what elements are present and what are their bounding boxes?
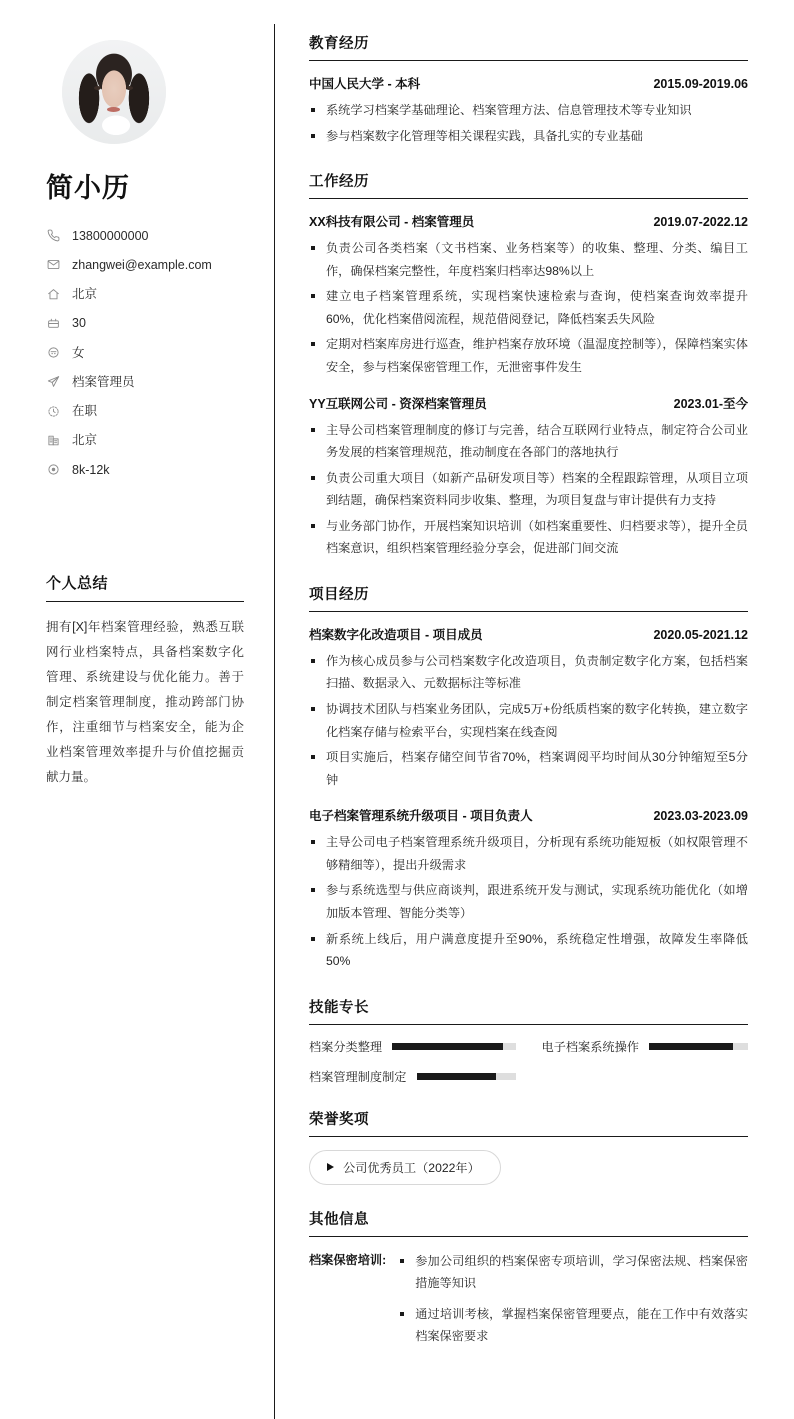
- other-info-bullets: [398, 1250, 748, 1348]
- skill-progress-fill: [392, 1043, 503, 1050]
- avatar-eye-left: [94, 86, 101, 90]
- sidebar: [0, 24, 275, 1419]
- entry-title: 档案数字化改造项目 - 项目成员: [309, 627, 483, 642]
- section-education: [309, 32, 748, 147]
- entry-bullets: [309, 650, 748, 791]
- clock-icon: [46, 404, 61, 419]
- entry-bullets: [309, 419, 748, 560]
- entry-date: 2020.05-2021.12: [653, 627, 748, 642]
- entry-bullets: [309, 831, 748, 972]
- contact-value-location: 北京: [72, 287, 98, 301]
- section-projects: [309, 583, 748, 973]
- section-title-education: 教育经历: [309, 32, 748, 61]
- entry-title: YY互联网公司 - 资深档案管理员: [309, 396, 487, 411]
- chevron-right-icon: [327, 1163, 334, 1171]
- section-title-honors: 荣誉奖项: [309, 1108, 748, 1137]
- contact-value-email: zhangwei@example.com: [72, 257, 212, 272]
- entry-bullets: [309, 237, 748, 378]
- skill-label: 档案分类整理: [309, 1039, 383, 1054]
- contact-item-status: [46, 397, 244, 426]
- bullet-item: 与业务部门协作，开展档案知识培训（如档案重要性、归档要求等），提升全员档案意识，组织档案管理经验分享会，促进部门间交流: [309, 515, 748, 560]
- contact-value-position: 档案管理员: [72, 374, 135, 389]
- contact-item-salary: [46, 455, 244, 484]
- section-honors: [309, 1108, 748, 1185]
- entry-date: 2019.07-2022.12: [653, 215, 748, 230]
- avatar-image: [62, 40, 166, 144]
- entry-header: [309, 74, 748, 92]
- entry-title: 中国人民大学 - 本科: [309, 77, 421, 91]
- entry-header: [309, 806, 748, 824]
- candidate-name: 简小历: [46, 173, 130, 203]
- section-title-work: 工作经历: [309, 170, 748, 199]
- skill-progress-bar: [392, 1043, 515, 1050]
- contact-value-phone: 13800000000: [72, 228, 149, 243]
- bullet-item: 主导公司档案管理制度的修订与完善，结合互联网行业特点，制定符合公司业务发展的档案管理规范，推动制度在各部门的落地执行: [309, 419, 748, 464]
- skill-progress-fill: [417, 1073, 496, 1080]
- contact-value-gender: 女: [72, 345, 85, 360]
- education-entry: [309, 74, 748, 147]
- entry-date: 2023.01-至今: [673, 396, 748, 411]
- section-other-info: [309, 1208, 748, 1356]
- bullet-item: 主导公司电子档案管理系统升级项目，分析现有系统功能短板（如权限管理不够精细等），提出升级需求: [309, 831, 748, 876]
- paper-plane-icon: [46, 374, 61, 389]
- entry-header: [309, 394, 748, 412]
- other-info-body: [398, 1250, 748, 1356]
- work-entry: [309, 394, 748, 560]
- other-info-row: [309, 1250, 748, 1356]
- home-icon: [46, 287, 61, 302]
- contact-item-phone: [46, 221, 244, 250]
- contact-value-status: 在职: [72, 404, 98, 418]
- section-title-other-info: 其他信息: [309, 1208, 748, 1237]
- bullet-item: 参加公司组织的档案保密专项培训，学习保密法规、档案保密措施等知识: [398, 1250, 748, 1295]
- section-skills: [309, 996, 748, 1085]
- bullet-item: 负责公司各类档案（文书档案、业务档案等）的收集、整理、分类、编目工作，确保档案完整性，年度档案归档率达98%以上: [309, 237, 748, 282]
- avatar-mouth: [107, 107, 120, 112]
- project-entry: [309, 625, 748, 791]
- section-work: [309, 170, 748, 560]
- contact-item-age: [46, 309, 244, 338]
- skill-progress-bar: [649, 1043, 748, 1050]
- work-entry: [309, 212, 748, 378]
- avatar: [62, 40, 166, 144]
- section-title-skills: 技能专长: [309, 996, 748, 1025]
- summary-section: [46, 572, 244, 790]
- coin-icon: [46, 462, 61, 477]
- contact-value-city: 北京: [72, 433, 98, 448]
- skill-item: [542, 1038, 749, 1055]
- project-entry: [309, 806, 748, 972]
- contact-item-gender: [46, 338, 244, 367]
- avatar-eye-right: [126, 86, 133, 90]
- building-icon: [46, 433, 61, 448]
- entry-title: 电子档案管理系统升级项目 - 项目负责人: [309, 809, 533, 824]
- skill-label: 电子档案系统操作: [541, 1039, 639, 1054]
- skill-label: 档案管理制度制定: [309, 1069, 407, 1084]
- other-info-label: 档案保密培训:: [309, 1252, 387, 1267]
- entry-title: XX科技有限公司 - 档案管理员: [309, 215, 475, 230]
- skill-progress-bar: [417, 1073, 516, 1080]
- entry-header: [309, 625, 748, 643]
- skills-grid: [309, 1038, 748, 1085]
- summary-text: 拥有[X]年档案管理经验，熟悉互联网行业档案特点，具备档案数字化管理、系统建设与优化能力。善于制定档案管理制度，推动跨部门协作，注重细节与档案安全，能为企业档案管理效率提升与价值挖掘贡献力量。: [46, 620, 244, 785]
- bullet-item: 定期对档案库房进行巡查，维护档案存放环境（温湿度控制等），保障档案实体安全，参与档案保密管理工作，无泄密事件发生: [309, 333, 748, 378]
- summary-title: 个人总结: [46, 572, 244, 602]
- entry-bullets: [309, 99, 748, 147]
- bullet-item: 建立电子档案管理系统，实现档案快速检索与查询，使档案查询效率提升60%，优化档案借阅流程，规范借阅登记，降低档案丢失风险: [309, 285, 748, 330]
- phone-icon: [46, 228, 61, 243]
- bullet-item: 系统学习档案学基础理论、档案管理方法、信息管理技术等专业知识: [309, 99, 748, 122]
- skill-item: [309, 1038, 516, 1055]
- bullet-item: 负责公司重大项目（如新产品研发项目等）档案的全程跟踪管理，从项目立项到结题，确保档案资料同步收集、整理，为项目复盘与审计提供有力支持: [309, 467, 748, 512]
- bullet-item: 通过培训考核，掌握档案保密管理要点，能在工作中有效落实档案保密要求: [398, 1303, 748, 1348]
- bullet-item: 项目实施后，档案存储空间节省70%，档案调阅平均时间从30分钟缩短至5分钟: [309, 746, 748, 791]
- main-content: [275, 24, 794, 1419]
- skill-progress-fill: [649, 1043, 733, 1050]
- contact-item-location: [46, 280, 244, 309]
- envelope-icon: [46, 257, 61, 272]
- entry-date: 2023.03-2023.09: [653, 809, 748, 824]
- contact-item-position: [46, 367, 244, 396]
- honor-expand-toggle[interactable]: [309, 1150, 501, 1185]
- contact-list: [46, 221, 244, 484]
- gender-icon: [46, 345, 61, 360]
- entry-date: 2015.09-2019.06: [653, 77, 748, 91]
- bullet-item: 作为核心成员参与公司档案数字化改造项目，负责制定数字化方案，包括档案扫描、数据录入、元数据标注等标准: [309, 650, 748, 695]
- honor-label: 公司优秀员工（2022年）: [343, 1160, 480, 1175]
- calendar-icon: [46, 316, 61, 331]
- bullet-item: 新系统上线后，用户满意度提升至90%，系统稳定性增强，故障发生率降低50%: [309, 928, 748, 973]
- bullet-item: 协调技术团队与档案业务团队，完成5万+份纸质档案的数字化转换，建立数字化档案存储与检索平台，实现档案在线查阅: [309, 698, 748, 743]
- section-title-projects: 项目经历: [309, 583, 748, 612]
- bullet-item: 参与档案数字化管理等相关课程实践，具备扎实的专业基础: [309, 125, 748, 148]
- entry-header: [309, 212, 748, 230]
- contact-item-city: [46, 426, 244, 455]
- bullet-item: 参与系统选型与供应商谈判，跟进系统开发与测试，实现系统功能优化（如增加版本管理、智能分类等）: [309, 879, 748, 924]
- contact-item-email: [46, 250, 244, 279]
- contact-value-age: 30: [72, 316, 86, 331]
- skill-item: [309, 1068, 516, 1085]
- contact-value-salary: 8k-12k: [72, 462, 110, 477]
